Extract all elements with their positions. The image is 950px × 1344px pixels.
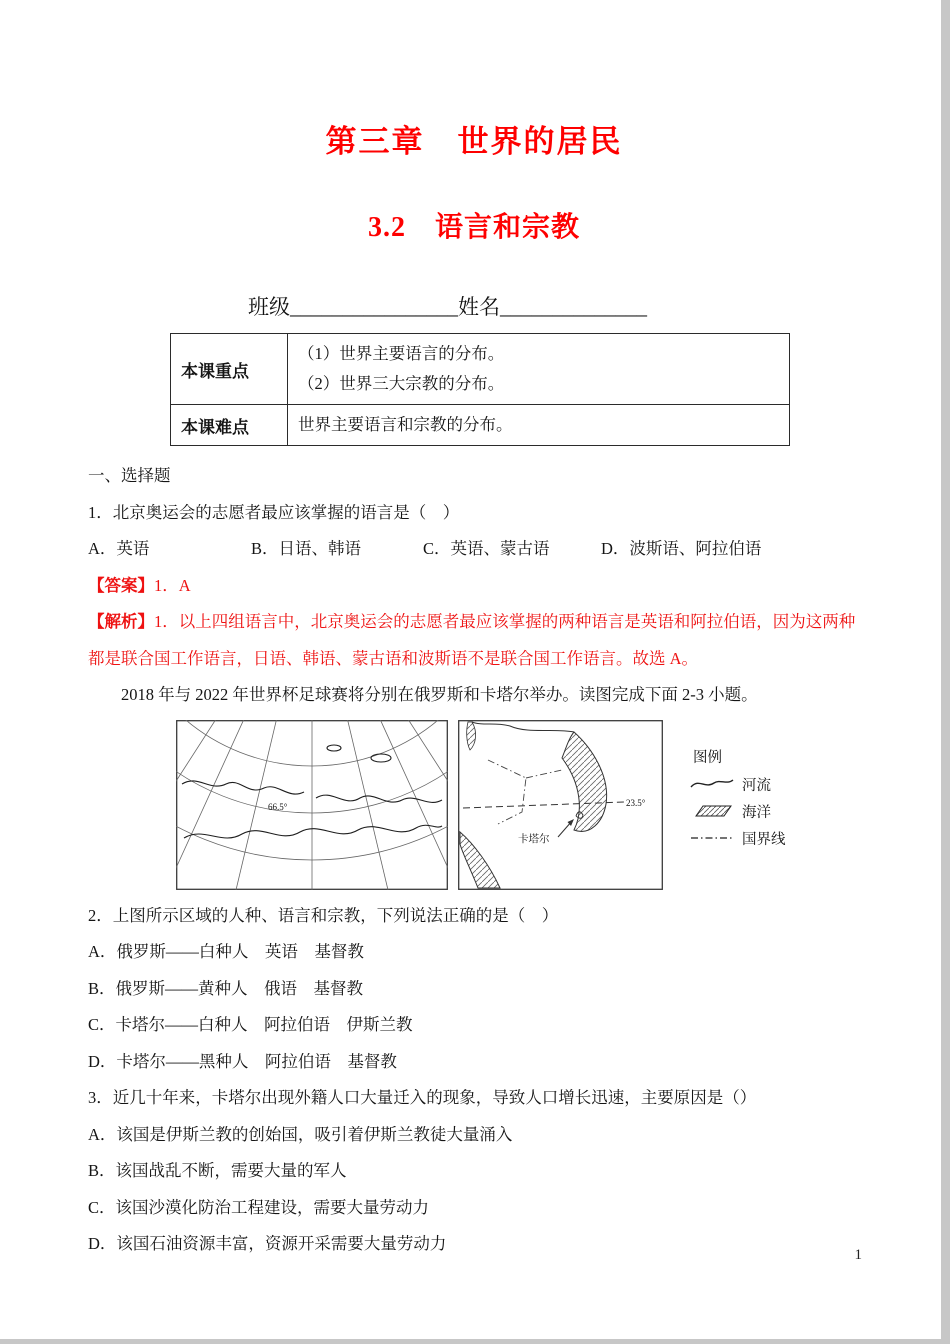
analysis-text: 1．以上四组语言中，北京奥运会的志愿者最应该掌握的两种语言是英语和阿拉伯语，因为这两种都是联合国工作语言，日语、韩语、蒙古语和波斯语不是联合国工作语言。故选 A。 [88, 612, 856, 668]
legend-item-ocean [689, 798, 786, 825]
row-label: 本课重点 [171, 334, 288, 405]
persian-gulf [562, 732, 607, 831]
q3-option-b: B．该国战乱不断，需要大量的军人 [88, 1161, 347, 1180]
q1-option-d: D．波斯语、阿拉伯语 [601, 539, 762, 558]
qatar-map-image [458, 720, 663, 890]
national-border-icon [689, 830, 735, 846]
national-borders [488, 760, 562, 824]
legend-label: 河流 [742, 777, 771, 794]
row-label: 本课难点 [171, 405, 288, 446]
legend-label: 海洋 [742, 804, 771, 821]
class-name-line [248, 291, 860, 321]
analysis-prefix: 【解析】 [88, 612, 154, 631]
answer-text: 1．A [154, 575, 191, 595]
window-edge-bottom [0, 1339, 950, 1344]
row-content [288, 405, 790, 446]
qatar-label: 卡塔尔 [518, 833, 550, 845]
russia-map [176, 720, 448, 890]
q1-answer-line [88, 568, 860, 605]
page-number: 1 [854, 1247, 862, 1263]
content-line: （1）世界主要语言的分布。 [298, 344, 505, 363]
name-label: 姓名 [458, 295, 500, 319]
q2-option-d: D．卡塔尔——黑种人 阿拉伯语 基督教 [88, 1051, 397, 1071]
content-line: 世界主要语言和宗教的分布。 [298, 415, 513, 434]
red-sea [460, 832, 500, 888]
window-edge-right [941, 0, 950, 1344]
q2-option-c: C．卡塔尔——白种人 阿拉伯语 伊斯兰教 [88, 1015, 413, 1034]
q2-stem: 2．上图所示区域的人种、语言和宗教，下列说法正确的是（ ） [88, 905, 559, 925]
legend-item-border [689, 825, 786, 852]
legend-label: 国界线 [742, 831, 786, 848]
map-figure [176, 720, 860, 890]
question-body-2 [88, 898, 860, 1263]
legend-item-river [689, 771, 786, 798]
q1-options [88, 531, 860, 568]
content-line: （2）世界三大宗教的分布。 [298, 374, 505, 393]
legend-title: 图例 [693, 749, 722, 766]
tropic-label: 23.5° [626, 797, 646, 808]
map-legend [689, 746, 786, 852]
q3-stem: 3．近几十年来，卡塔尔出现外籍人口大量迁入的现象，导致人口增长迅速，主要原因是（） [88, 1088, 757, 1107]
q1-analysis-line [88, 604, 860, 677]
russia-map-image [176, 720, 448, 890]
table-row-key-points [171, 334, 790, 405]
answer-prefix: 【答案】 [88, 575, 154, 595]
table-row-difficulties [171, 405, 790, 446]
ocean-icon [689, 803, 735, 819]
class-blank: ________________ [290, 295, 458, 319]
info-table [170, 333, 790, 446]
graticule [176, 720, 448, 890]
qatar-map [458, 720, 663, 890]
caspian-sea [467, 722, 476, 750]
q1-option-b: B．日语、韩语 [251, 539, 362, 558]
q1-option-a: A．英语 [88, 539, 150, 558]
name-blank: ______________ [500, 295, 647, 319]
class-label: 班级 [248, 295, 290, 319]
north-coastline [472, 722, 574, 732]
q2-3-intro: 2018 年与 2022 年世界杯足球赛将分别在俄罗斯和卡塔尔举办。读图完成下面 2-3 小题。 [121, 685, 758, 704]
q2-option-b: B．俄罗斯——黄种人 俄语 基督教 [88, 978, 364, 998]
arctic-circle-label: 66.5° [268, 801, 288, 812]
section-heading: 一、选择题 [88, 466, 171, 485]
q1-stem: 1．北京奥运会的志愿者最应该掌握的语言是（ ） [88, 502, 460, 522]
section-title: 3.2 语言和宗教 [367, 212, 580, 243]
river-icon [689, 776, 735, 792]
row-content [288, 334, 790, 405]
q3-option-a: A．该国是伊斯兰教的创始国，吸引着伊斯兰教徒大量涌入 [88, 1124, 513, 1144]
q2-option-a: A．俄罗斯——白种人 英语 基督教 [88, 942, 364, 961]
q1-option-c: C．英语、蒙古语 [423, 539, 550, 558]
chapter-title: 第三章 世界的居民 [325, 124, 623, 159]
question-body [88, 458, 860, 714]
q3-option-d: D．该国石油资源丰富，资源开采需要大量劳动力 [88, 1234, 447, 1253]
q3-option-c: C．该国沙漠化防治工程建设，需要大量劳动力 [88, 1197, 430, 1217]
